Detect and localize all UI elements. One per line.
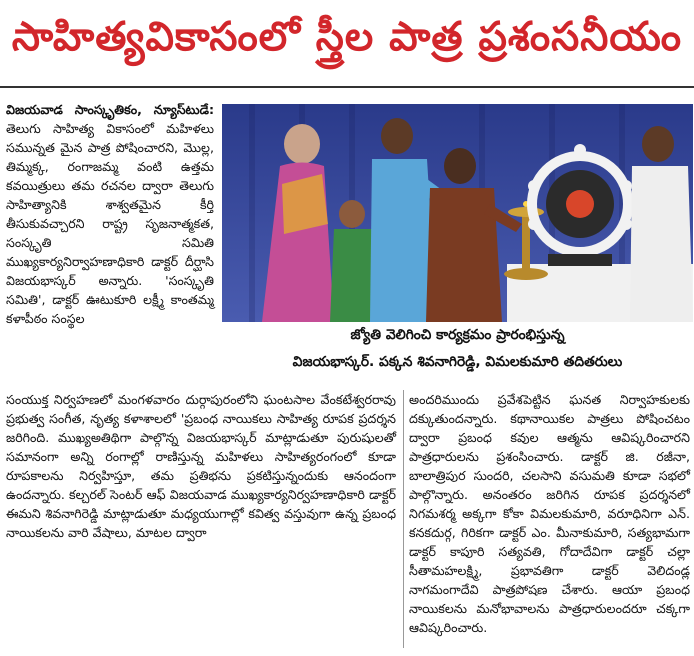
dateline: విజయవాడ సాంస్కృతికం, న్యూస్‌టుడే: [6,102,214,117]
column-divider [403,390,404,648]
column-3-text: అందరిముందు ప్రవేశపెట్టిన ఘనత నిర్వాహకులకు దక్కుతుందన్నారు. కథానాయికల పాత్రలు పోషించటం ద్వారా ప్రబంధ కవుల ఆత్మను ఆవిష్కరించారని పాత్రధారులను ప్రశంసించారు. డాక్టర్ జి. రజీనా, బాలాత్రిపుర సుందరి, చలసాని వసుమతి కూడా సభలో పాల్గొన్నారు. అనంతరం జరిగిన రూపక ప్రదర్శనలో నిగమశర్మ అక్కగా కోకా విమలకుమారి, వరూధినిగా ఎన్. కనకదుర్గ, గిరికగా డాక్టర్ ఎం. మీనాకుమారి, సత్యభామగా డాక్టర్ కాపూరి సత్యవతి, గోదాదేవిగా డాక్టర్ చల్లా సీతామహలక్ష్మి, ప్రభావతిగా డాక్టర్ వెలిదండ్ల నాగమంగాదేవి పాత్రపోషణ చేశారు. ఆయా ప్రబంధ నాయికలను మనోభావాలను పాత్రధారులందరూ చక్కగా ఆవిష్కరించారు. [409,392,690,635]
article-column-3 [409,390,690,637]
headline-rule [0,86,694,88]
lamp-lighting-illustration [222,104,693,322]
article-column-1 [6,100,214,328]
headline: సాహిత్యవికాసంలో స్త్రీల పాత్ర ప్రశంసనీయం [11,14,683,60]
column-1-text: తెలుగు సాహిత్య వికాసంలో మహిళలు సమున్నత మైన పాత్ర పోషించారని, మొల్ల, తిమ్మక్క, రంగాజమ్మ వంటి ఉత్తమ కవయిత్రులు తమ రచనల ద్వారా తెలుగు సాహిత్యానికి శాశ్వతమైన కీర్తి తీసుకువచ్చారని రాష్ట్ర సృజనాత్మకత, సంస్కృతి సమితి ముఖ్యకార్యనిర్వాహణాధికారి డాక్టర్ దీర్ఘాసి విజయభాస్కర్ అన్నారు. 'సంస్కృతి సమితి', డాక్టర్ ఊటుకూరి లక్ష్మీ కాంతమ్మ కళాపీఠం సంస్థల [6,121,214,326]
caption-line-2: విజయభాస్కర్. పక్కన శివనాగిరెడ్డి, విమలకుమారి తదితరులు [292,354,623,370]
photo-caption [222,322,693,376]
event-photo [222,104,693,322]
article-column-2 [6,390,396,542]
caption-line-1: జ్యోతి వెలిగించి కార్యక్రమం ప్రారంభిస్తున్న [350,327,565,343]
column-2-text: సంయుక్త నిర్వహణలో మంగళవారం దుర్గాపురంలోని ఘంటసాల వేంకటేశ్వరరావు ప్రభుత్వ సంగీత, నృత్య కళాశాలలో 'ప్రబంధ నాయికలు సాహిత్య రూపక ప్రదర్శన జరిగింది. ముఖ్యఅతిథిగా పాల్గొన్న విజయభాస్కర్ మాట్లాడుతూ పురుషులతో సమానంగా అన్ని రంగాల్లో రాణిస్తున్న మహిళలు సాహిత్యరంగంలో కూడా రూపకాలను నిర్వహిస్తూ, తమ ప్రతిభను ప్రకటిస్తున్నందుకు ఆనందంగా ఉందన్నారు. కల్చరల్ సెంటర్ ఆఫ్ విజయవాడ ముఖ్యకార్యనిర్వహణాధికారి డాక్టర్ ఈమని శివనాగిరెడ్డి మాట్లాడుతూ మధ్యయుగాల్లో కవిత్వ వస్తువుగా ఉన్న ప్రబంధ నాయికలను వారి వేషాలు, మాటల ద్వారా [6,392,396,540]
